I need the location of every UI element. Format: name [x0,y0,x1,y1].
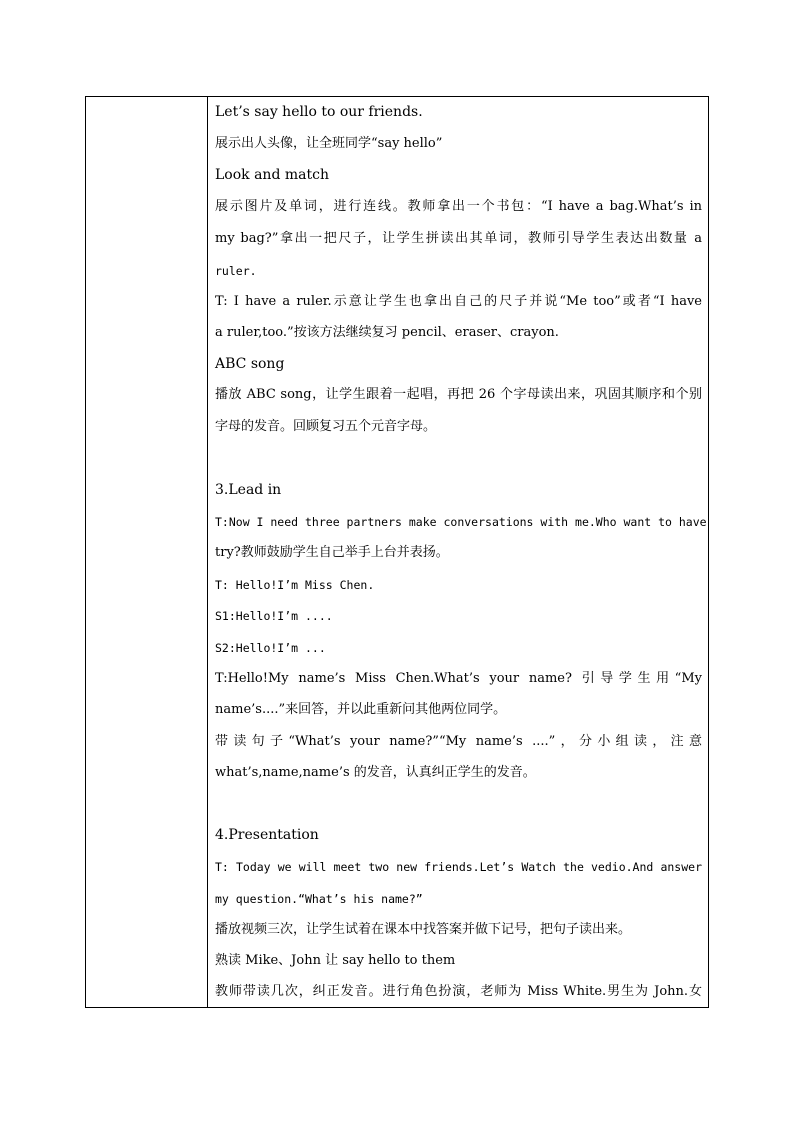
table-left-cell [86,97,208,1007]
text-line: S2:Hello!I’m ... [215,641,326,655]
text-line: 播放视频三次，让学生试着在课本中找答案并做下记号，把句子读出来。 [215,922,632,937]
text-line: try?教师鼓励学生自己举手上台并表扬。 [215,545,449,560]
text-line: T: Today we will meet two new friends.Let’s Watch the vedio.And answer [215,860,702,874]
text-line: T: Hello!I’m Miss Chen. [215,578,375,592]
text-line: 字母的发音。回顾复习五个元音字母。 [215,419,437,434]
text-line: T: I have a ruler.示意让学生也拿出自己的尺子并说“Me too”或者“I have [215,294,702,309]
text-line: S1:Hello!I’m .... [215,609,333,623]
section-heading: 3.Lead in [215,482,282,498]
text-line: Let’s say hello to our friends. [215,104,423,120]
text-line: my bag?”拿出一把尺子，让学生拼读出其单词，教师引导学生表达出数量 a [215,231,702,246]
table-right-cell [208,97,708,1007]
text-line: name’s....”来回答，并以此重新问其他两位同学。 [215,702,507,717]
text-line: what’s,name,name’s 的发音，认真纠正学生的发音。 [215,765,536,780]
section-heading: 4.Presentation [215,827,319,843]
text-line: my question.“What’s his name?” [215,892,423,906]
text-line: 教师带读几次，纠正发音。进行角色扮演，老师为 Miss White.男生为 John.女 [215,984,702,999]
text-line: 展示出人头像，让全班同学“say hello” [215,136,443,151]
section-heading: ABC song [215,356,285,372]
text-line: T:Now I need three partners make conversations with me.Who want to have [215,515,707,529]
text-line: 展示图片及单词，进行连线。教师拿出一个书包：“I have a bag.What’s in [215,199,702,214]
text-line: T:Hello!My name’s Miss Chen.What’s your name? 引导学生用“My [215,671,702,686]
text-line: ruler. [215,264,257,278]
section-heading: Look and match [215,167,329,183]
text-line: a ruler,too.”按该方法继续复习 pencil、eraser、crayon. [215,325,559,340]
lesson-table [85,96,709,1008]
text-line: 带读句子“What’s your name?”“My name’s ....”，分小组读，注意 [215,734,702,749]
text-line: 熟读 Mike、John 让 say hello to them [215,953,456,968]
text-line: 播放 ABC song，让学生跟着一起唱，再把 26 个字母读出来，巩固其顺序和个别 [215,387,702,402]
